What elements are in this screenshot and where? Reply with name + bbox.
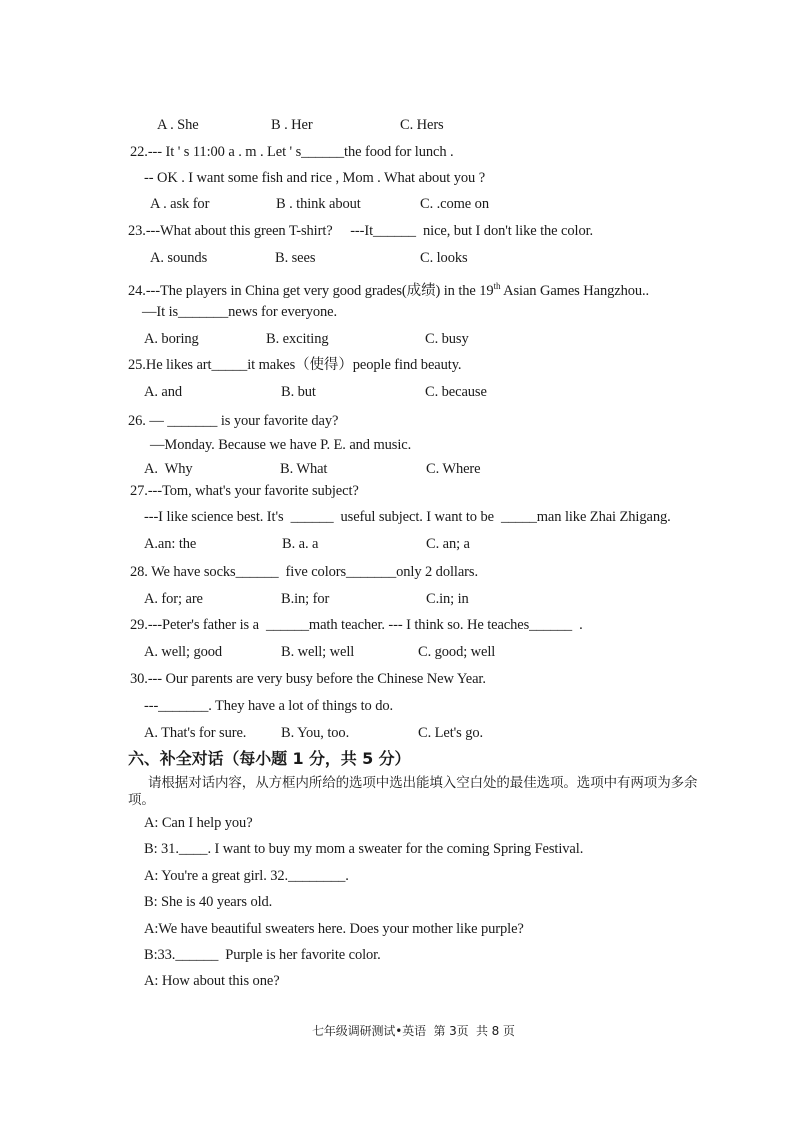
text-line: A: Can I help you? xyxy=(144,815,253,831)
text-line: C. looks xyxy=(420,250,468,266)
text-line: B. You, too. xyxy=(281,725,350,741)
text-line: A. sounds xyxy=(150,250,208,266)
text-line: B. sees xyxy=(275,250,316,266)
text-line: A:We have beautiful sweaters here. Does your mother like purple? xyxy=(144,921,524,937)
text-line: 30.--- Our parents are very busy before the Chinese New Year. xyxy=(130,671,486,687)
text-line: ---I like science best. It's ______ useful subject. I want to be _____man like Zhai Zhigang. xyxy=(144,509,671,525)
text-line: B. What xyxy=(280,461,328,477)
text-line: 25.He likes art_____it makes（使得）people find beauty. xyxy=(128,357,462,373)
text-line: C.in; in xyxy=(426,591,469,607)
text-line: A: How about this one? xyxy=(144,973,280,989)
text-line: —Monday. Because we have P. E. and music. xyxy=(150,437,412,453)
text-line: A.an: the xyxy=(144,536,197,552)
text-line: B: She is 40 years old. xyxy=(144,894,273,910)
page-footer: 七年级调研测试•英语 第 3页 共 8 页 xyxy=(312,1024,515,1038)
text-line: C. Let's go. xyxy=(418,725,484,741)
text-line: B:33.______ Purple is her favorite color. xyxy=(144,947,381,963)
text-line: A. boring xyxy=(144,331,199,347)
text-line: C. an; a xyxy=(426,536,470,552)
text-line: A . ask for xyxy=(150,196,210,212)
text-line: C. because xyxy=(425,384,487,400)
text-line: —It is_______news for everyone. xyxy=(142,304,338,320)
section-heading: 六、补全对话（每小题 1 分，共 5 分） xyxy=(128,749,411,768)
text-line: A. for; are xyxy=(144,591,203,607)
text-line: B. but xyxy=(281,384,316,400)
text-line: C. Where xyxy=(426,461,481,477)
text-line: 24.---The players in China get very good grades(成绩) in the 19th Asian Games Hangzhou.. xyxy=(128,281,650,299)
text-line: A. well; good xyxy=(144,644,223,660)
text-line: A: You're a great girl. 32.________. xyxy=(144,868,349,884)
text-line: B . think about xyxy=(276,196,361,212)
section-instruction: 请根据对话内容，从方框内所给的选项中选出能填入空白处的最佳选项。选项中有两项为多余项。 xyxy=(128,775,698,808)
text-line: C. good; well xyxy=(418,644,496,660)
text-line: A. That's for sure. xyxy=(144,725,247,741)
text-line: B . Her xyxy=(271,117,313,133)
text-line: C. busy xyxy=(425,331,469,347)
text-line: -- OK . I want some fish and rice , Mom . What about you ? xyxy=(144,170,486,186)
text-line: B. a. a xyxy=(282,536,319,552)
text-line: 29.---Peter's father is a ______math teacher. --- I think so. He teaches______ . xyxy=(130,617,583,633)
text-line: A. Why xyxy=(144,461,193,477)
text-line: ---_______. They have a lot of things to do. xyxy=(144,698,394,714)
text-line: B.in; for xyxy=(281,591,330,607)
text-line: B. exciting xyxy=(266,331,329,347)
text-line: 28. We have socks______ five colors_______only 2 dollars. xyxy=(130,564,478,580)
text-line: 22.--- It ' s 11:00 a . m . Let ' s______the food for lunch . xyxy=(130,144,454,160)
text-line: B: 31.____. I want to buy my mom a sweater for the coming Spring Festival. xyxy=(144,841,584,857)
text-line: A. and xyxy=(144,384,183,400)
text-line: C. .come on xyxy=(420,196,489,212)
text-line: 26. — _______ is your favorite day? xyxy=(128,413,339,429)
text-line: B. well; well xyxy=(281,644,355,660)
text-line: A . She xyxy=(157,117,199,133)
text-line: C. Hers xyxy=(400,117,444,133)
text-line: 27.---Tom, what's your favorite subject? xyxy=(130,483,359,499)
text-line: 23.---What about this green T-shirt? ---It______ nice, but I don't like the color. xyxy=(128,223,594,239)
